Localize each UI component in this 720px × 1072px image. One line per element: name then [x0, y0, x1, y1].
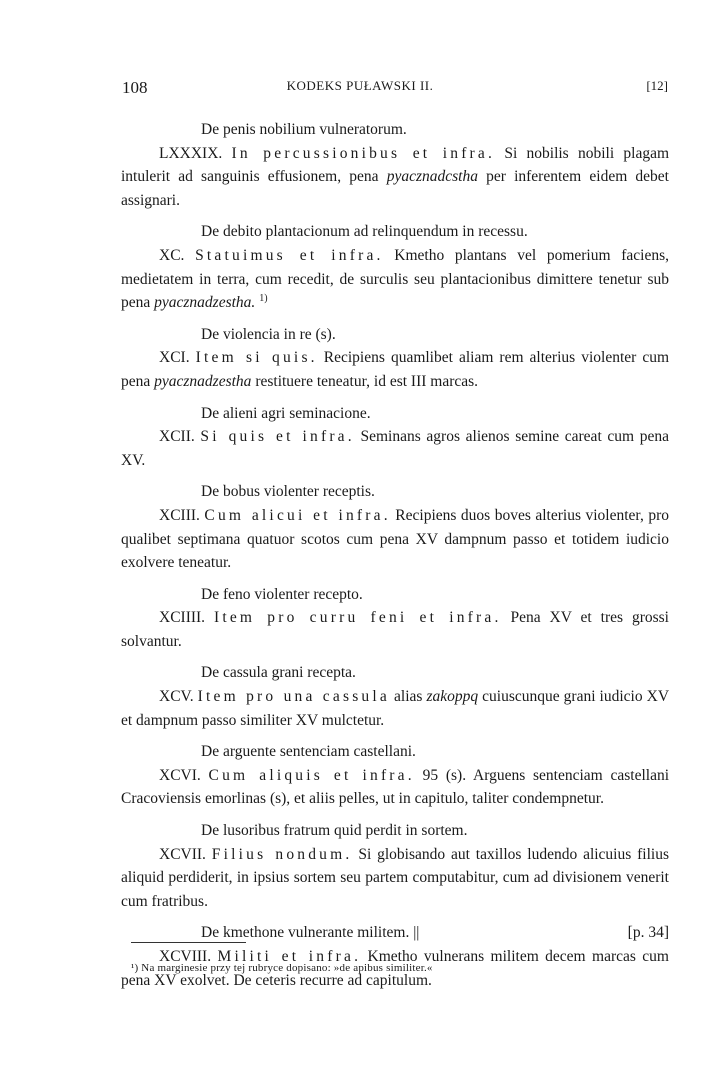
article-incipit: Item pro una cassula — [197, 688, 390, 706]
rubric: De penis nobilium vulneratorum. — [201, 121, 407, 138]
article-number: XCVII. — [159, 845, 206, 863]
footnote-reference[interactable]: 1) — [259, 293, 268, 304]
article-number: XCV. — [159, 688, 194, 706]
article-paragraph — [121, 425, 669, 472]
article-number: XCIIII. — [159, 609, 206, 627]
article-incipit: Militi et infra. — [217, 948, 362, 965]
footnote-divider — [131, 942, 246, 943]
article-number: XCI. — [159, 349, 190, 367]
article-text-end: cuiuscunque grani iudicio XV et dampnum passo similiter XV mulctetur. — [121, 688, 670, 729]
article-incipit: Statuimus et infra. — [195, 246, 384, 264]
article-incipit: Item pro curru feni et infra. — [213, 609, 502, 627]
article-text: alias — [389, 688, 427, 706]
article-text: Si nobilis nobili plagam intulerit ad sanguinis effusionem, pena — [121, 144, 670, 186]
running-title: KODEKS PUŁAWSKI II. — [286, 78, 434, 93]
article-italic-term: pyacznadzestha — [154, 372, 252, 390]
article-incipit: In percussionibus et infra. — [231, 144, 496, 162]
article-paragraph — [121, 142, 669, 213]
rubric: De lusoribus fratrum quid perdit in sortem. — [201, 822, 468, 840]
article-text: Kmetho vulnerans militem decem marcas cum pena XV exolvet. De ceteris recurre ad capitulum. — [121, 948, 669, 989]
article-italic-term: pyacznadzestha. — [154, 294, 256, 312]
rubric: De alieni agri seminacione. — [201, 404, 371, 422]
rubric: De bobus violenter receptis. — [201, 483, 375, 501]
rubric: De arguente sentenciam castellani. — [201, 743, 416, 761]
page-number: 108 — [122, 78, 148, 97]
article-number: LXXXIX. — [159, 144, 223, 162]
article-text-end: per inferentem eidem debet assignari. — [121, 168, 669, 209]
text-body — [121, 118, 669, 1000]
article-text: Seminans agros alienos semine careat cum pena XV. — [121, 428, 669, 469]
article-number: XCIII. — [159, 506, 200, 524]
article-text: Si globisando aut taxillos ludendo alicuius filius aliquid perdiderit, in ipsius sortem seu partem computabitur, cum ad divisionem venerit cum fratribus. — [121, 845, 669, 910]
article-paragraph — [121, 685, 669, 732]
page-reference: [12] — [646, 78, 668, 93]
article-number: XCII. — [159, 428, 195, 446]
rubric: De debito plantacionum ad relinquendum in recessu. — [201, 223, 528, 241]
rubric: De feno violenter recepto. — [201, 585, 363, 603]
rubric: De kmethone vulnerante militem. || — [201, 924, 420, 942]
article-text: 95 (s). Arguens sentenciam castellani Cracoviensis emorlinas (s), et aliis pelles, ut in capitulo, taliter condempnetur. — [121, 766, 670, 808]
article-text: Recipiens duos boves alterius violenter, pro qualibet septimana quatuor scotos cum pena XV dampnum passo et totidem iudicio exolvere teneatur. — [121, 506, 669, 572]
article-paragraph — [121, 504, 669, 575]
article-incipit: Filius nondum. — [211, 845, 353, 863]
article-paragraph — [121, 606, 669, 653]
article-incipit: Si quis et infra. — [200, 428, 355, 446]
article-italic-term: pyacznadcstha — [386, 168, 478, 186]
article-text: Recipiens quamlibet aliam rem alterius violenter cum pena — [121, 349, 670, 390]
article-incipit: Cum aliquis et infra. — [208, 766, 415, 784]
article-paragraph — [121, 843, 669, 914]
article-text-end: restituere teneatur, id est III marcas. — [251, 372, 479, 390]
article-paragraph — [121, 764, 669, 811]
article-incipit: Item si quis. — [195, 349, 318, 367]
rubric: De cassula grani recepta. — [201, 664, 356, 682]
footnote: ¹) Na marginesie przy tej rubryce dopisano: »de apibus similiter.« — [131, 962, 433, 974]
article-number: XCVI. — [159, 766, 201, 784]
article-paragraph — [121, 346, 669, 393]
article-italic-term: zakoppq — [426, 688, 479, 706]
article-text: Kmetho plantans vel pomerium faciens, medietatem in terra, cum recedit, de surculis seu plantacionibus dimittere tenetur sub pena — [121, 246, 669, 312]
article-text: Pena XV et tres grossi solvantur. — [121, 609, 669, 650]
marginal-page-reference: [p. 34] — [627, 924, 669, 942]
article-paragraph — [121, 244, 669, 315]
article-number: XC. — [159, 246, 185, 264]
article-number: XCVIII. — [159, 948, 212, 965]
rubric: De violencia in re (s). — [201, 325, 336, 343]
article-incipit: Cum alicui et infra. — [204, 506, 391, 524]
